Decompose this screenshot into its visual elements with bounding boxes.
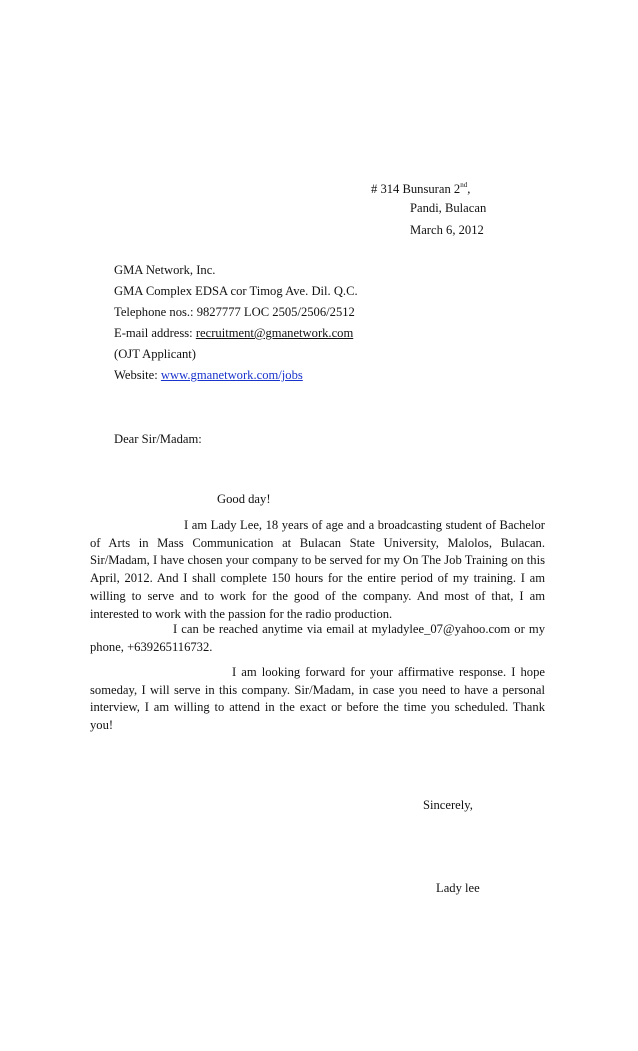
recipient-note: (OJT Applicant) [114, 347, 196, 361]
sender-street-text: # 314 Bunsuran 2 [371, 182, 461, 196]
closing: Sincerely, [423, 798, 473, 812]
recipient-email-label: E-mail address: [114, 326, 196, 340]
body-paragraph-3: I am looking forward for your affirmative response. I hope someday, I will serve in this company. Sir/Madam, in case you need to have a personal interview, I am willing to attend in the exact or before the time you scheduled. Thank you! [90, 665, 545, 733]
recipient-telephone: Telephone nos.: 9827777 LOC 2505/2506/2512 [114, 305, 355, 319]
recipient-email-line [114, 325, 353, 341]
salutation: Dear Sir/Madam: [114, 432, 202, 446]
signature: Lady lee [436, 881, 480, 895]
letter-date: March 6, 2012 [410, 223, 484, 237]
recipient-address: GMA Complex EDSA cor Timog Ave. Dil. Q.C. [114, 284, 358, 298]
sender-town: Pandi, Bulacan [410, 201, 487, 215]
body-paragraph-2: I can be reached anytime via email at myladylee_07@yahoo.com or my phone, +639265116732. [90, 622, 545, 654]
recipient-website-label: Website: [114, 368, 161, 382]
sender-street [371, 181, 470, 197]
sender-street-suffix: nd [460, 181, 468, 189]
recipient-website-link[interactable]: www.gmanetwork.com/jobs [160, 368, 303, 382]
recipient-website-line [114, 367, 303, 383]
greeting: Good day! [217, 492, 271, 506]
recipient-company: GMA Network, Inc. [114, 263, 216, 277]
recipient-email-link[interactable]: recruitment@gmanetwork.com [195, 326, 354, 340]
sender-street-end: , [467, 182, 471, 196]
body-paragraph-1: I am Lady Lee, 18 years of age and a broadcasting student of Bachelor of Arts in Mass Communication at Bulacan State University, Malolos, Bulacan. Sir/Madam, I have chosen your company to be served for my On The Job Training on this April, 2012. And I shall complete 150 hours for the entire period of my training. I am willing to serve and to work for the good of the company. And most of that, I am interested to work with the passion for the radio production. [90, 518, 545, 621]
